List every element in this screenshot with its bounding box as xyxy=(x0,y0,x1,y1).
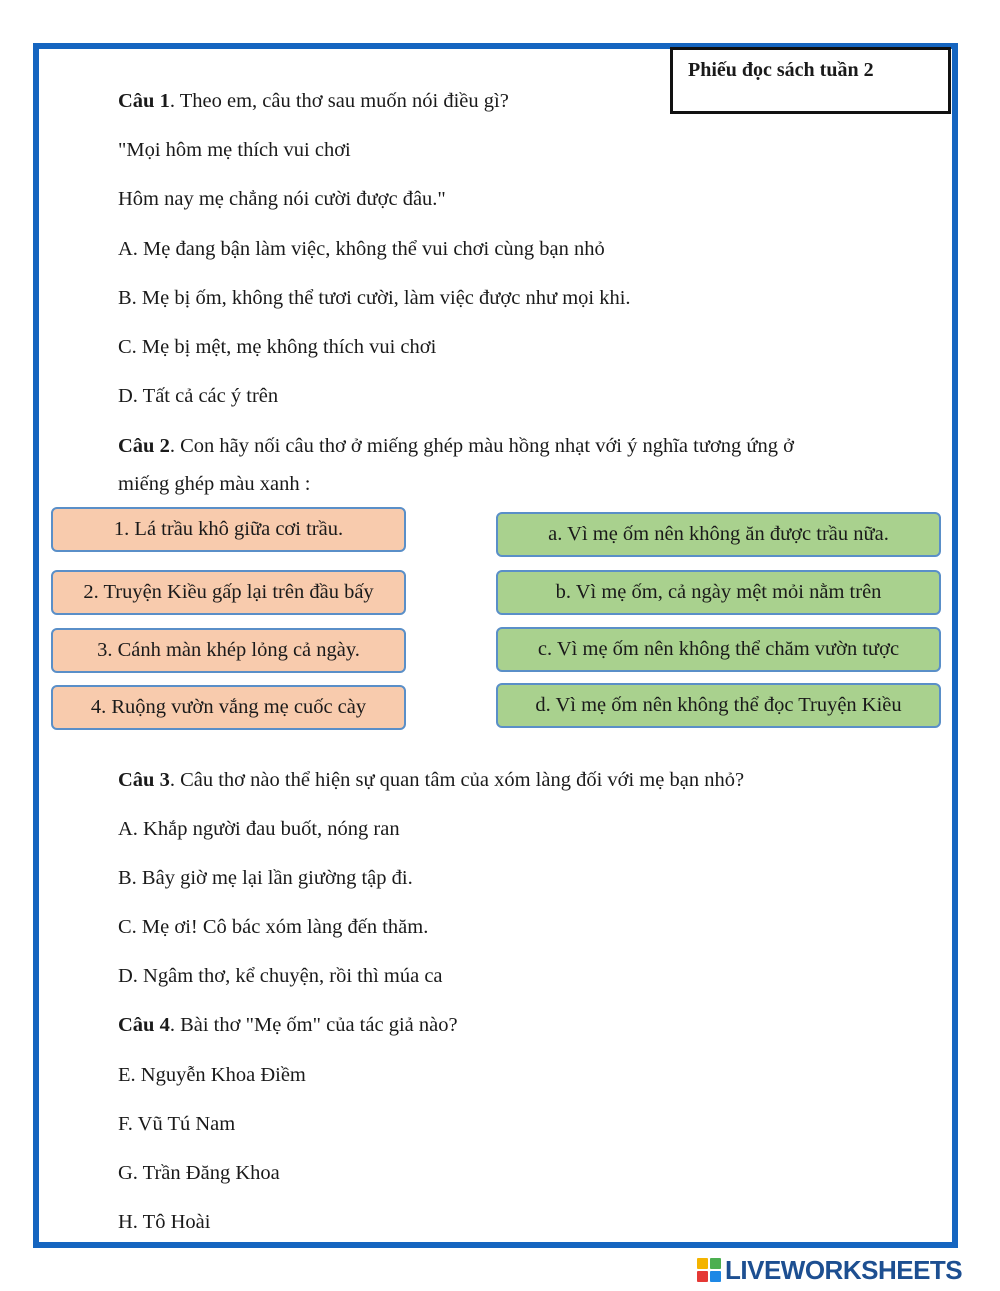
q1-question-text: . Theo em, câu thơ sau muốn nói điều gì? xyxy=(169,90,509,112)
worksheet-title: Phiếu đọc sách tuần 2 xyxy=(688,59,874,81)
liveworksheets-logo[interactable] xyxy=(697,1256,962,1284)
pink-piece-1[interactable]: 1. Lá trầu khô giữa cơi trầu. xyxy=(51,507,406,552)
q4-option-f[interactable]: F. Vũ Tú Nam xyxy=(118,1113,236,1135)
q4-option-h[interactable]: H. Tô Hoài xyxy=(118,1211,211,1233)
q2-question xyxy=(118,434,794,458)
q1-poem-line-1: "Mọi hôm mẹ thích vui chơi xyxy=(118,139,351,161)
green-piece-b[interactable]: b. Vì mẹ ốm, cả ngày mệt mỏi nằm trên xyxy=(496,570,941,615)
q4-option-e[interactable]: E. Nguyễn Khoa Điềm xyxy=(118,1064,306,1086)
title-box xyxy=(670,47,951,114)
q1-poem-line-2: Hôm nay mẹ chẳng nói cười được đâu." xyxy=(118,188,446,210)
q3-label: Câu 3 xyxy=(118,769,170,791)
q3-option-b[interactable]: B. Bây giờ mẹ lại lần giường tập đi. xyxy=(118,867,413,889)
pink-piece-2[interactable]: 2. Truyện Kiều gấp lại trên đầu bấy xyxy=(51,570,406,615)
q4-question xyxy=(118,1013,458,1037)
q3-option-a[interactable]: A. Khắp người đau buốt, nóng ran xyxy=(118,818,400,840)
q3-option-c[interactable]: C. Mẹ ơi! Cô bác xóm làng đến thăm. xyxy=(118,916,429,938)
q1-option-b[interactable]: B. Mẹ bị ốm, không thể tươi cười, làm việc được như mọi khi. xyxy=(118,287,631,309)
liveworksheets-icon xyxy=(697,1258,721,1282)
q1-option-d[interactable]: D. Tất cả các ý trên xyxy=(118,385,279,407)
q3-question-text: . Câu thơ nào thể hiện sự quan tâm của xóm làng đối với mẹ bạn nhỏ? xyxy=(169,769,745,791)
q1-label: Câu 1 xyxy=(118,90,170,112)
q2-question-text: . Con hãy nối câu thơ ở miếng ghép màu hồng nhạt với ý nghĩa tương ứng ở xyxy=(169,435,794,457)
liveworksheets-wordmark: LIVEWORKSHEETS xyxy=(725,1254,963,1285)
q4-option-g[interactable]: G. Trần Đăng Khoa xyxy=(118,1162,280,1184)
q4-label: Câu 4 xyxy=(118,1014,170,1036)
q1-option-a[interactable]: A. Mẹ đang bận làm việc, không thể vui chơi cùng bạn nhỏ xyxy=(118,238,605,260)
q2-question-cont: miếng ghép màu xanh : xyxy=(118,473,311,495)
pink-piece-3[interactable]: 3. Cánh màn khép lỏng cả ngày. xyxy=(51,628,406,673)
green-piece-a[interactable]: a. Vì mẹ ốm nên không ăn được trầu nữa. xyxy=(496,512,941,557)
q4-question-text: . Bài thơ "Mẹ ốm" của tác giả nào? xyxy=(169,1014,458,1036)
q1-question xyxy=(118,89,509,113)
green-piece-c[interactable]: c. Vì mẹ ốm nên không thể chăm vườn tược xyxy=(496,627,941,672)
q3-question xyxy=(118,768,744,792)
q3-option-d[interactable]: D. Ngâm thơ, kể chuyện, rồi thì múa ca xyxy=(118,965,443,987)
q2-label: Câu 2 xyxy=(118,435,170,457)
pink-piece-4[interactable]: 4. Ruộng vườn vắng mẹ cuốc cày xyxy=(51,685,406,730)
green-piece-d[interactable]: d. Vì mẹ ốm nên không thể đọc Truyện Kiều xyxy=(496,683,941,728)
q1-option-c[interactable]: C. Mẹ bị mệt, mẹ không thích vui chơi xyxy=(118,336,437,358)
